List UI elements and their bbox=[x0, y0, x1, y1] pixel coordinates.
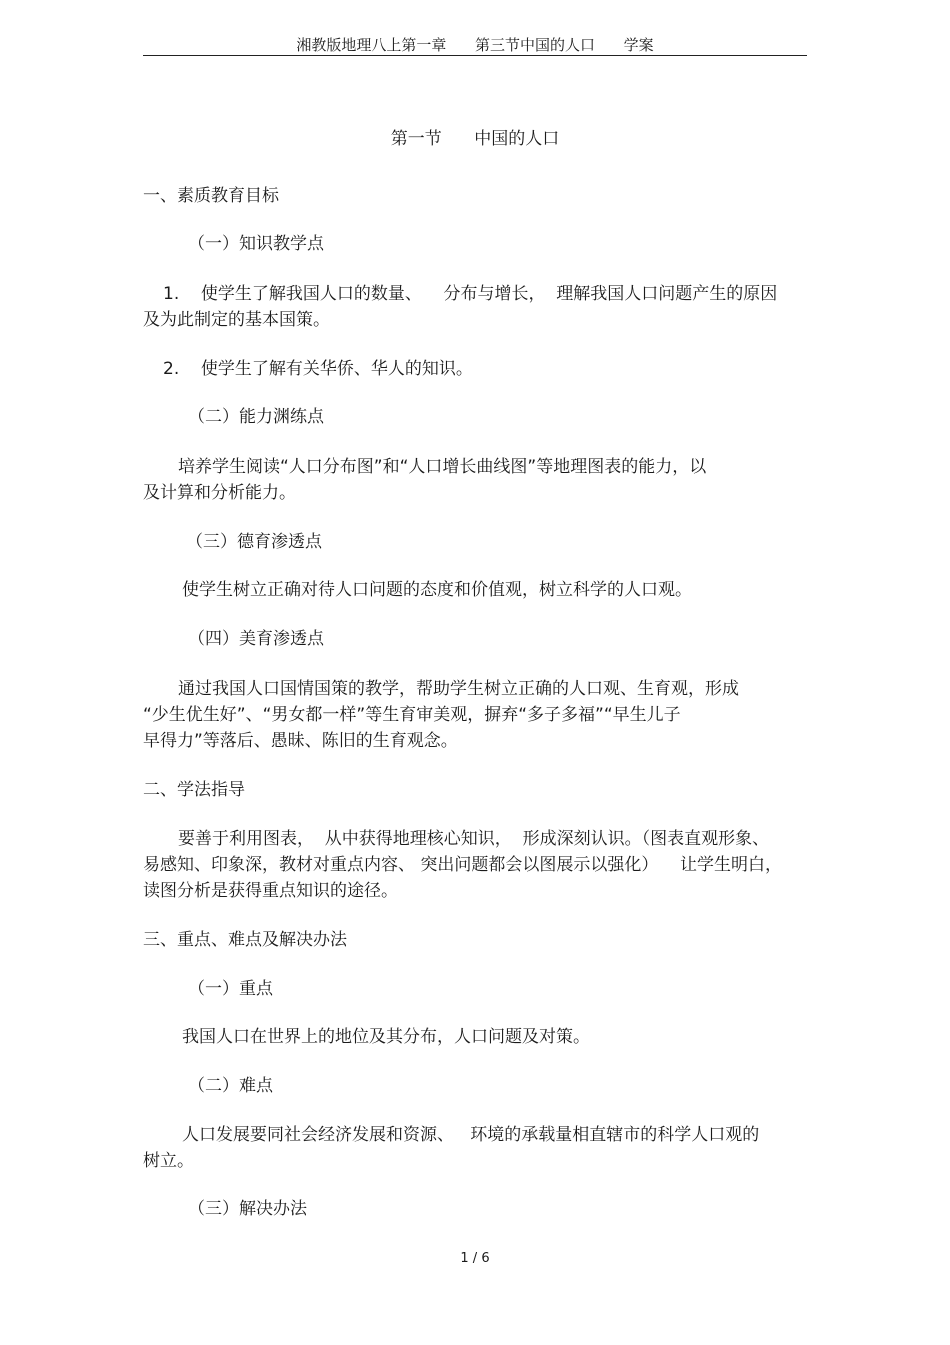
subheading-ability: （二）能力渊练点 bbox=[188, 407, 324, 427]
paragraph-difficulty-line-2: 树立。 bbox=[143, 1151, 194, 1171]
paragraph-ability-line-2: 及计算和分析能力。 bbox=[143, 483, 296, 503]
page-number: 1 / 6 bbox=[460, 1251, 490, 1266]
subheading-difficulty: （二）难点 bbox=[188, 1076, 273, 1096]
subheading-knowledge: （一）知识教学点 bbox=[188, 234, 324, 254]
paragraph-method-line-3: 读图分析是获得重点知识的途径。 bbox=[143, 881, 398, 901]
section-heading-method: 二、学法指导 bbox=[143, 780, 245, 800]
running-header: 湘教版地理八上第一章 第三节中国的人口 学案 bbox=[296, 36, 654, 54]
section-heading-keypoints: 三、重点、难点及解决办法 bbox=[143, 930, 347, 950]
paragraph-aesthetic-line-2: “少生优生好”、“男女都一样”等生育审美观，摒弃“多子多福”“早生儿子 bbox=[143, 705, 681, 725]
paragraph-method-line-2: 易感知、印象深，教材对重点内容、 突出问题都会以图展示以强化） 让学生明白， bbox=[143, 855, 783, 875]
subheading-aesthetic: （四）美育渗透点 bbox=[188, 629, 324, 649]
paragraph-aesthetic-line-1: 通过我国人口国情国策的教学，帮助学生树立正确的人口观、生育观，形成 bbox=[178, 679, 739, 699]
page-title: 第一节 中国的人口 bbox=[390, 129, 560, 149]
paragraph-moral: 使学生树立正确对待人口问题的态度和价值观，树立科学的人口观。 bbox=[182, 580, 692, 600]
list-item-1-line-1: 1. 使学生了解我国人口的数量、 分布与增长， 理解我国人口问题产生的原因 bbox=[163, 284, 778, 304]
paragraph-aesthetic-line-3: 早得力”等落后、愚昧、陈旧的生育观念。 bbox=[143, 731, 458, 751]
subheading-solution: （三）解决办法 bbox=[188, 1199, 307, 1219]
subheading-key: （一）重点 bbox=[188, 979, 273, 999]
list-item-1-line-2: 及为此制定的基本国策。 bbox=[143, 310, 330, 330]
paragraph-ability-line-1: 培养学生阅读“人口分布图”和“人口增长曲线图”等地理图表的能力，以 bbox=[178, 457, 707, 477]
section-heading-goals: 一、素质教育目标 bbox=[143, 186, 279, 206]
paragraph-key: 我国人口在世界上的地位及其分布，人口问题及对策。 bbox=[182, 1027, 590, 1047]
paragraph-difficulty-line-1: 人口发展要同社会经济发展和资源、 环境的承载量相直辖市的科学人口观的 bbox=[182, 1125, 760, 1145]
list-item-2: 2. 使学生了解有关华侨、华人的知识。 bbox=[163, 359, 473, 379]
paragraph-method-line-1: 要善于利用图表， 从中获得地理核心知识， 形成深刻认识。（图表直观形象、 bbox=[178, 829, 770, 849]
header-divider bbox=[143, 55, 807, 56]
subheading-moral: （三）德育渗透点 bbox=[186, 532, 322, 552]
